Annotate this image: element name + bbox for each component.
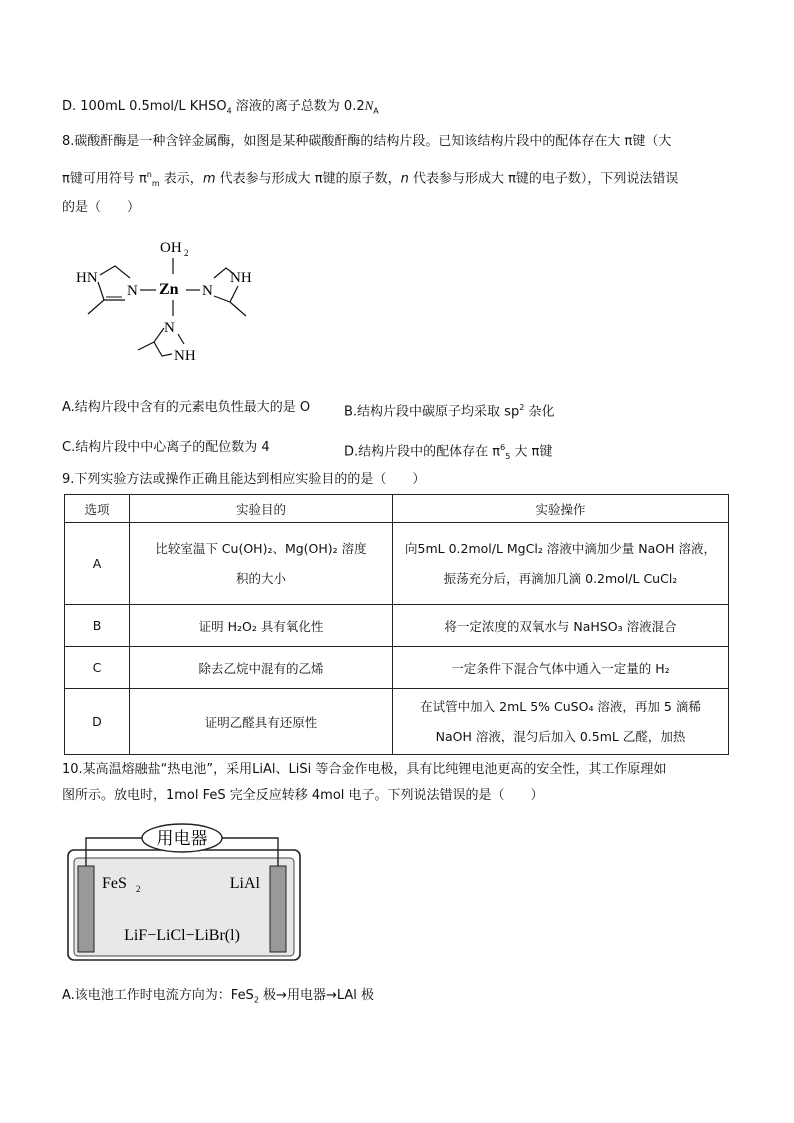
table-row [65,605,729,647]
q8-option-c: C.结构片段中中心离子的配位数为 4 [62,440,270,455]
feS2-sub: 2 [136,884,141,894]
n-bottom-label: N [164,320,175,336]
nh-bottom-label: NH [174,348,196,364]
row-option: A [65,523,130,605]
q8-option-b: B.结构片段中碳原子均采取 $sp^2$ 杂化 [344,403,555,420]
row-operation: 将一定浓度的双氧水与 NaHSO₃ 溶液混合 [393,605,729,647]
header-operation: 实验操作 [393,495,729,523]
q8-stem-line2: π键可用符号 $\pi^n_m$ 表示，m 代表参与形成大 π键的原子数，n 代表参与形成大 π键的电子数），下列说法错误 [62,170,679,188]
q10-option-a: A.该电池工作时电流方向为：FeS$_2$ 极→用电器→LAl 极 [62,988,375,1005]
oh2-sub: 2 [184,248,189,258]
q8-option-a: A.结构片段中含有的元素电负性最大的是 O [62,400,311,415]
table-row [65,689,729,755]
q8-stem-line1: 8.碳酸酐酶是一种含锌金属酶，如图是某种碳酸酐酶的结构片段。已知该结构片段中的配体存在大 π键（大 [62,134,672,149]
row-goal: 证明 H₂O₂ 具有氧化性 [130,605,393,647]
row-goal: 比较室温下 Cu(OH)₂、Mg(OH)₂ 溶度 积的大小 [130,523,393,605]
q8-stem-line3: 的是（ ） [62,200,141,215]
experiment-table [64,494,729,755]
row-option: D [65,689,130,755]
row-operation: 在试管中加入 2mL 5% CuSO₄ 溶液，再加 5 滴稀 NaOH 溶液，混匀后加入 0.5mL 乙醛，加热 [393,689,729,755]
battery-diagram [64,820,314,965]
q10-stem-line2: 图所示。放电时，1mol FeS 完全反应转移 4mol 电子。下列说法错误的是（ ） [62,788,544,803]
hn-left-label: HN [76,270,98,286]
header-goal: 实验目的 [130,495,393,523]
q9-stem: 9.下列实验方法或操作正确且能达到相应实验目的的是（ ） [62,472,426,487]
electrolyte-label: LiF−LiCl−LiBr(l) [124,927,240,944]
row-operation: 一定条件下混合气体中通入一定量的 H₂ [393,647,729,689]
zinc-complex-structure [70,230,290,370]
feS2-electrode [78,866,94,952]
q10-stem-line1: 10.某高温熔融盐“热电池”，采用LiAl、LiSi 等合金作电极，具有比纯锂电池更高的安全性，其工作原理如 [62,762,667,777]
device-label: 用电器 [156,829,208,848]
feS2-label: FeS [102,875,127,892]
row-option: C [65,647,130,689]
table-row [65,523,729,605]
lial-label: LiAl [229,875,260,892]
q8-option-d: D.结构片段中的配体存在 $\pi^6_5$ 大 π键 [344,443,553,461]
row-operation: 向5mL 0.2mol/L MgCl₂ 溶液中滴加少量 NaOH 溶液， 振荡充分后，再滴加几滴 0.2mol/L CuCl₂ [393,523,729,605]
oh2-label: OH [160,240,182,256]
lial-electrode [270,866,286,952]
q7-option-d: D. 100mL 0.5mol/L $KHSO_4$ 溶液的离子总数为 $0.2N_A$ [62,98,379,116]
table-row [65,647,729,689]
row-goal: 除去乙烷中混有的乙烯 [130,647,393,689]
n-right-label: N [202,283,213,299]
nh-right-label: NH [230,270,252,286]
row-goal: 证明乙醛具有还原性 [130,689,393,755]
table-header-row [65,495,729,523]
row-option: B [65,605,130,647]
zn-label: Zn [159,281,179,298]
n-left-label: N [127,283,138,299]
header-option: 选项 [65,495,130,523]
